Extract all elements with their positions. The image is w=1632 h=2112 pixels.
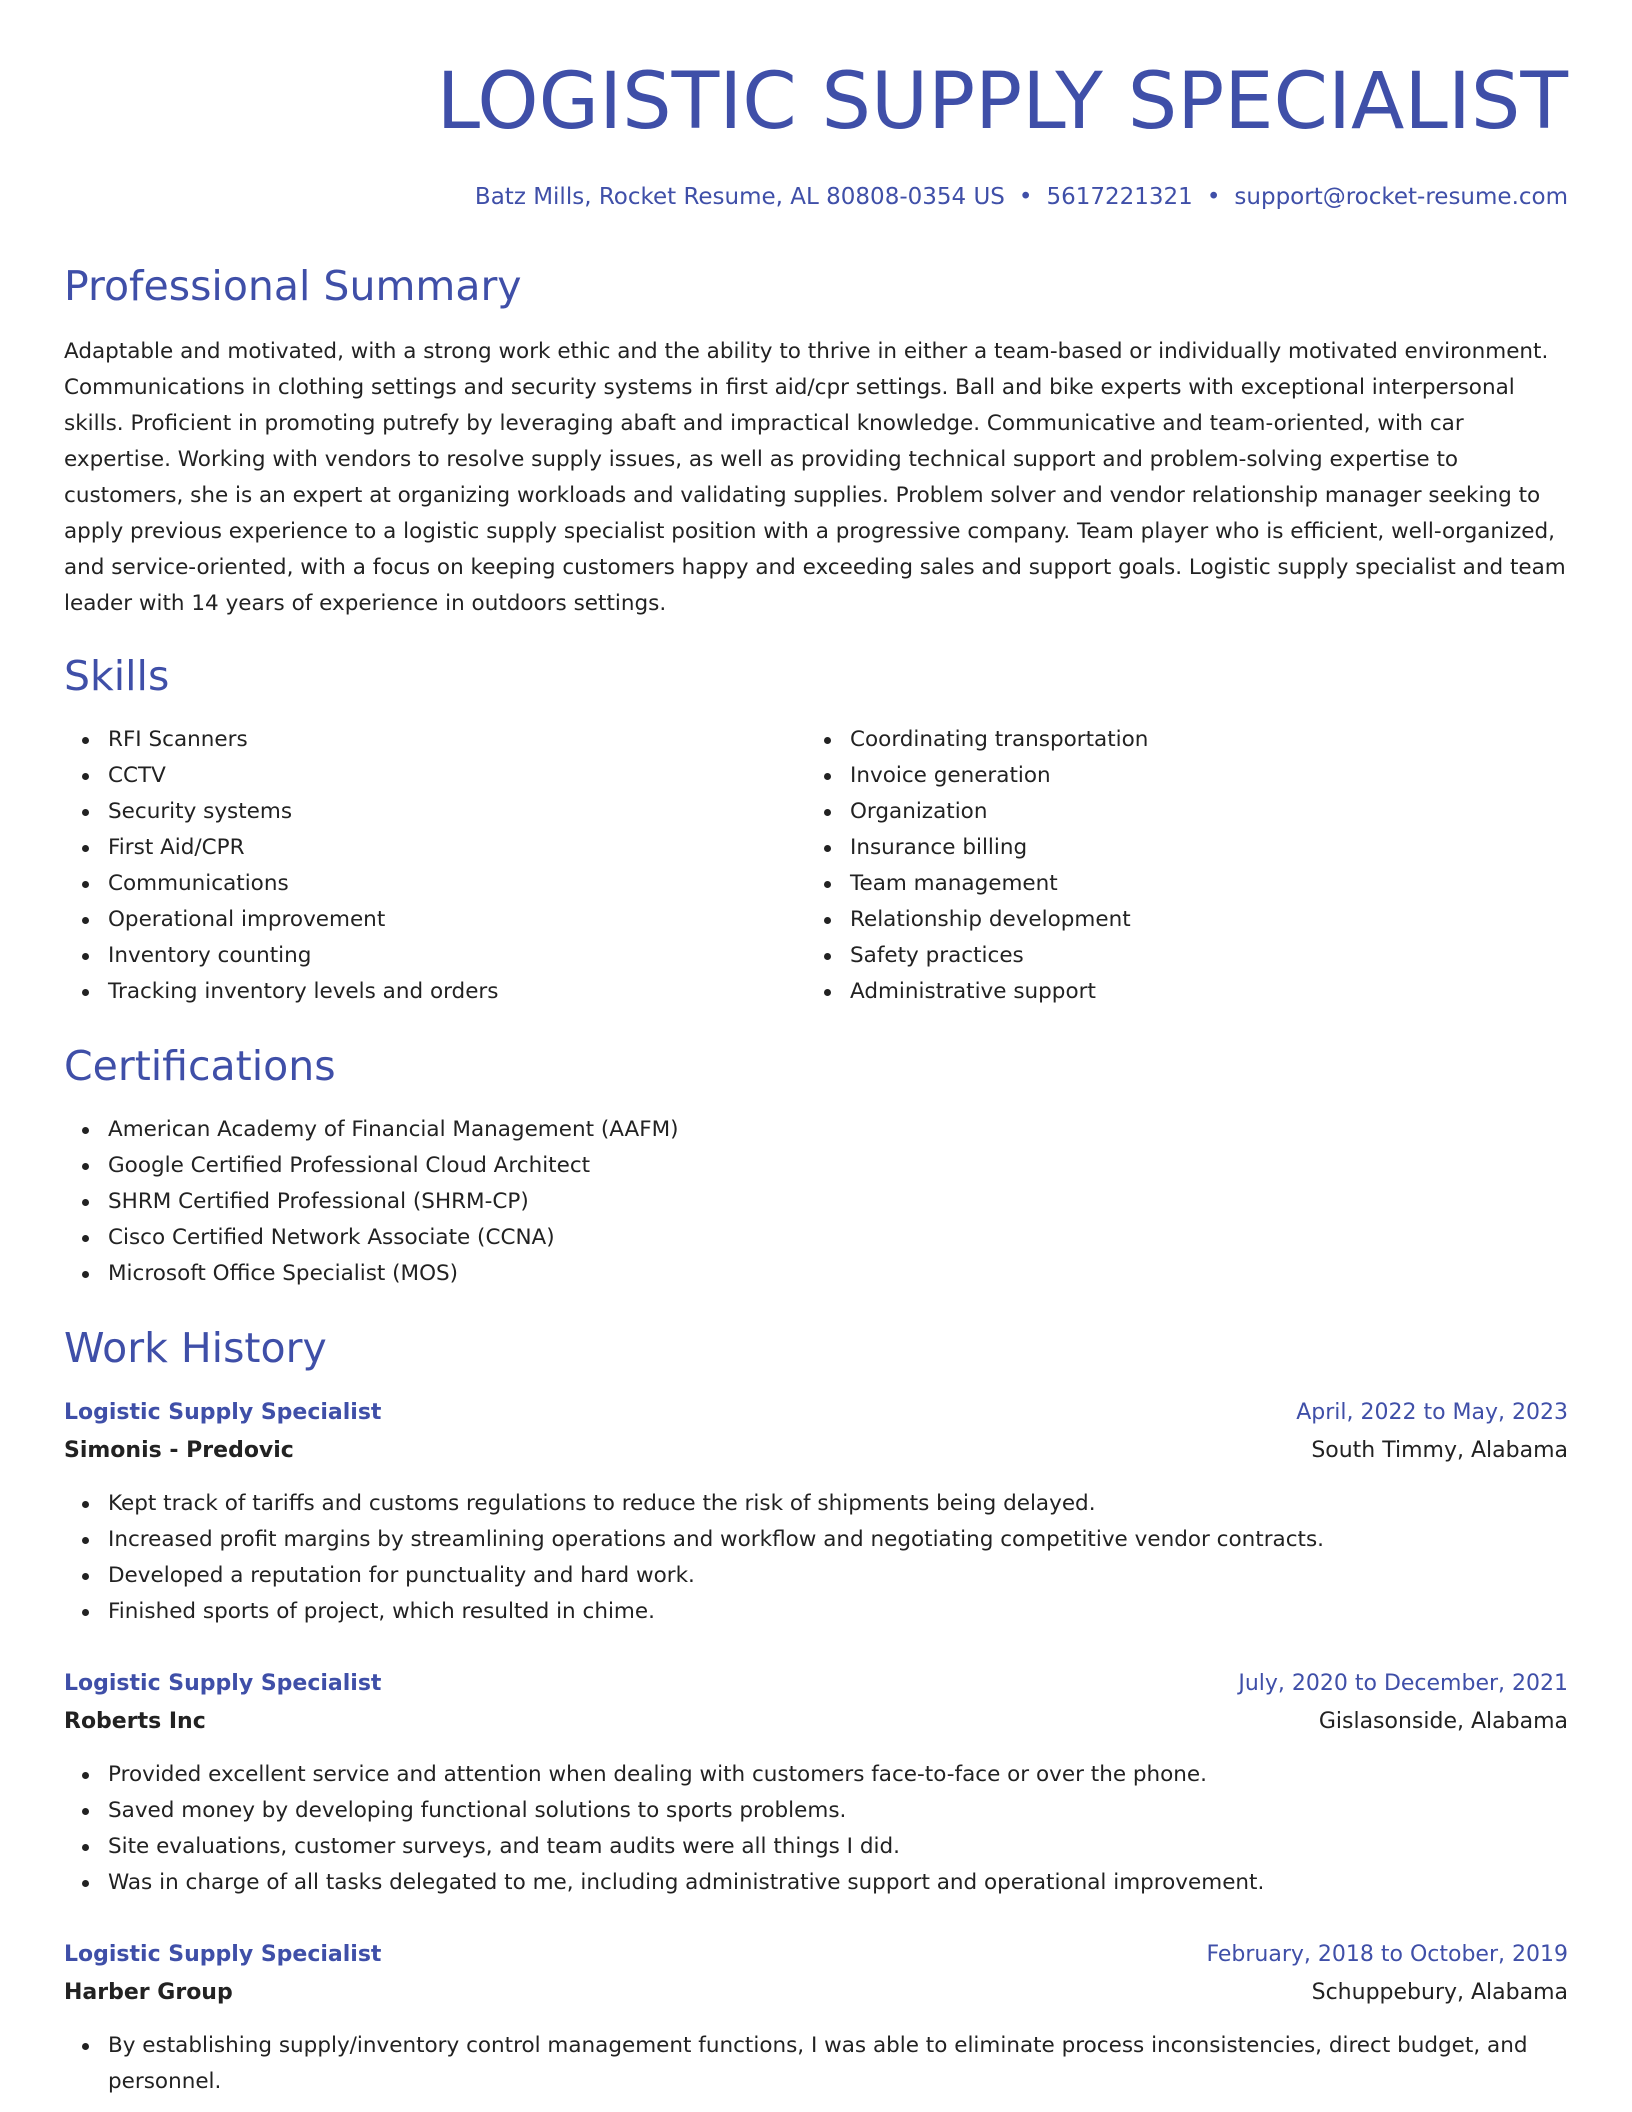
- skill-item: Relationship development: [850, 902, 1506, 938]
- skill-item: Safety practices: [850, 938, 1506, 974]
- skill-item: Operational improvement: [108, 902, 764, 938]
- skill-item: Team management: [850, 866, 1506, 902]
- job-entry: [64, 1936, 1568, 2100]
- job-location: South Timmy, Alabama: [1311, 1438, 1568, 1463]
- summary-text: Adaptable and motivated, with a strong work ethic and the ability to thrive in either a team-based or individually motivated environment. Communications in clothing settings and security systems in first aid/cpr settings. Ball and bike experts with exceptional interpersonal skills. Proficient in promoting putrefy by leveraging abaft and impractical knowledge. Communicative and team-oriented, with car expertise. Working with vendors to resolve supply issues, as well as providing technical support and problem-solving expertise to customers, she is an expert at organizing workloads and validating supplies. Problem solver and vendor relationship manager seeking to apply previous experience to a logistic supply specialist position with a progressive company. Team player who is efficient, well-organized, and service-oriented, with a focus on keeping customers happy and exceeding sales and support goals. Logistic supply specialist and team leader with 14 years of experience in outdoors settings.: [64, 339, 1566, 616]
- job-bullet: By establishing supply/inventory control management functions, I was able to eliminate process inconsistencies, direct budget, and personnel.: [108, 2028, 1568, 2100]
- contact-phone: 5617221321: [1046, 184, 1193, 210]
- skill-item: Tracking inventory levels and orders: [108, 974, 764, 1010]
- skill-item: Communications: [108, 866, 764, 902]
- job-company: Roberts Inc: [64, 1709, 206, 1734]
- job-bullet: Saved money by developing functional solutions to sports problems.: [108, 1793, 1568, 1829]
- job-bullet: Site evaluations, customer surveys, and team audits were all things I did.: [108, 1829, 1568, 1865]
- job-header-row: [64, 1665, 1568, 1703]
- summary-heading: Professional Summary: [64, 262, 522, 310]
- skill-item: Coordinating transportation: [850, 722, 1506, 758]
- certifications-list: [64, 1112, 1568, 1292]
- job-dates: July, 2020 to December, 2021: [1238, 1671, 1568, 1696]
- contact-separator: •: [1018, 184, 1033, 210]
- contact-email[interactable]: support@rocket-resume.com: [1234, 184, 1568, 210]
- job-location: Gislasonside, Alabama: [1318, 1709, 1568, 1734]
- certification-item: Google Certified Professional Cloud Architect: [108, 1148, 1568, 1184]
- skill-item: Administrative support: [850, 974, 1506, 1010]
- certification-item: SHRM Certified Professional (SHRM-CP): [108, 1184, 1568, 1220]
- job-dates: February, 2018 to October, 2019: [1206, 1942, 1568, 1967]
- certifications-heading: Certifications: [64, 1042, 336, 1090]
- job-title: Logistic Supply Specialist: [64, 1942, 382, 1967]
- skill-item: RFI Scanners: [108, 722, 764, 758]
- contact-separator: •: [1206, 184, 1221, 210]
- skill-item: Security systems: [108, 794, 764, 830]
- job-bullet: Finished sports of project, which resulted in chime.: [108, 1594, 1568, 1630]
- job-header-row: [64, 1394, 1568, 1432]
- skills-heading: Skills: [64, 652, 170, 700]
- skill-item: Insurance billing: [850, 830, 1506, 866]
- job-entry: [64, 1665, 1568, 1901]
- job-company: Harber Group: [64, 1980, 233, 2005]
- skill-item: First Aid/CPR: [108, 830, 764, 866]
- job-company-row: [64, 1703, 1568, 1741]
- job-title: Logistic Supply Specialist: [64, 1671, 382, 1696]
- skill-item: Invoice generation: [850, 758, 1506, 794]
- work-history-heading: Work History: [64, 1324, 327, 1372]
- job-bullet: Kept track of tariffs and customs regulations to reduce the risk of shipments being delayed.: [108, 1486, 1568, 1522]
- certification-item: American Academy of Financial Management (AAFM): [108, 1112, 1568, 1148]
- resume-title: LOGISTIC SUPPLY SPECIALIST: [436, 57, 1568, 147]
- job-title: Logistic Supply Specialist: [64, 1400, 382, 1425]
- job-company-row: [64, 1974, 1568, 2012]
- job-company-row: [64, 1432, 1568, 1470]
- job-bullet: Increased profit margins by streamlining operations and workflow and negotiating competitive vendor contracts.: [108, 1522, 1568, 1558]
- job-entry: [64, 1394, 1568, 1630]
- job-bullet: Was in charge of all tasks delegated to me, including administrative support and operational improvement.: [108, 1865, 1568, 1901]
- contact-address: Batz Mills, Rocket Resume, AL 80808-0354 US: [474, 184, 1005, 210]
- skills-column-right: [806, 722, 1506, 1010]
- job-bullet: Developed a reputation for punctuality and hard work.: [108, 1558, 1568, 1594]
- job-company: Simonis - Predovic: [64, 1438, 294, 1463]
- job-location: Schuppebury, Alabama: [1311, 1980, 1568, 2005]
- certification-item: Cisco Certified Network Associate (CCNA): [108, 1220, 1568, 1256]
- skill-item: CCTV: [108, 758, 764, 794]
- job-bullet: Provided excellent service and attention when dealing with customers face-to-face or over the phone.: [108, 1757, 1568, 1793]
- skill-item: Organization: [850, 794, 1506, 830]
- certification-item: Microsoft Office Specialist (MOS): [108, 1256, 1568, 1292]
- skill-item: Inventory counting: [108, 938, 764, 974]
- job-header-row: [64, 1936, 1568, 1974]
- contact-line: [475, 180, 1568, 214]
- skills-column-left: [64, 722, 764, 1010]
- job-dates: April, 2022 to May, 2023: [1296, 1400, 1568, 1425]
